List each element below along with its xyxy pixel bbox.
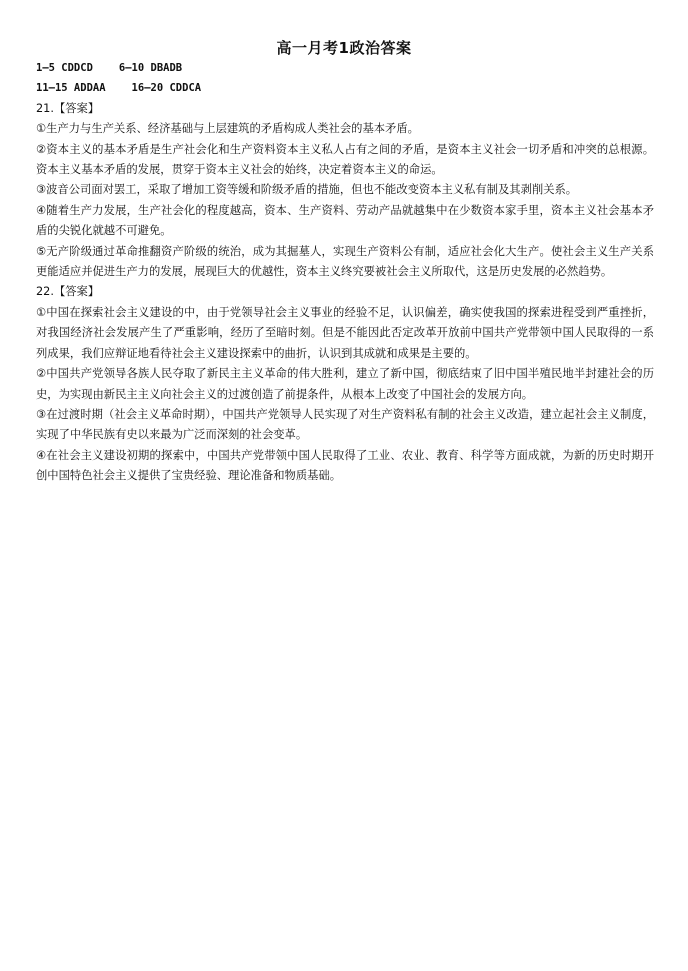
answer-content [36,58,654,487]
section-heading-22: 22.【答案】 [36,285,100,299]
choice-answers-16-20: 16—20 CDDCA [131,82,202,95]
answer-paragraph: ①生产力与生产关系、经济基础与上层建筑的矛盾构成人类社会的基本矛盾。 [36,122,419,136]
choice-answers-row [36,58,654,78]
answer-paragraph: ③在过渡时期（社会主义革命时期），中国共产党领导人民实现了对生产资料私有制的社会主义改造，建立起社会主义制度，实现了中华民族有史以来最为广泛而深刻的社会变革。 [36,407,654,442]
choice-answers-row [36,78,654,98]
choice-answers-6-10: 6—10 DBADB [118,62,183,74]
choice-answers-11-15: 11—15 ADDAA [36,82,106,95]
answer-paragraph: ⑤无产阶级通过革命推翻资产阶级的统治，成为其掘墓人，实现生产资料公有制，适应社会化大生产。使社会主义生产关系更能适应并促进生产力的发展，展现巨大的优越性，资本主义终究要被社会主义所取代，这是历史发展的必然趋势。 [36,244,654,279]
choice-answers-1-5: 1—5 CDDCD [36,62,93,74]
answer-paragraph: ②资本主义的基本矛盾是生产社会化和生产资料资本主义私人占有之间的矛盾，是资本主义社会一切矛盾和冲突的总根源。资本主义基本矛盾的发展，贯穿于资本主义社会的始终，决定着资本主义的命运。 [36,142,654,177]
answer-paragraph: ①中国在探索社会主义建设的中，由于党领导社会主义事业的经验不足，认识偏差，确实使我国的探索进程受到严重挫折，对我国经济社会发展产生了严重影响，经历了至暗时刻。但是不能因此否定改革开放前中国共产党带领中国人民取得的一系列成果，我们应辩证地看待社会主义建设探索中的曲折，认识到其成就和成果是主要的。 [36,305,654,360]
answer-paragraph: ④随着生产力发展，生产社会化的程度越高，资本、生产资料、劳动产品就越集中在少数资本家手里，资本主义社会基本矛盾的尖锐化就越不可避免。 [36,203,654,238]
section-heading-21: 21.【答案】 [36,101,100,115]
answer-paragraph: ②中国共产党领导各族人民夺取了新民主主义革命的伟大胜利，建立了新中国，彻底结束了旧中国半殖民地半封建社会的历史，为实现由新民主主义向社会主义的过渡创造了前提条件，从根本上改变了中国社会的发展方向。 [36,367,654,401]
page-title: 高一月考1政治答案 [276,39,412,57]
answer-paragraph: ③波音公司面对罢工，采取了增加工资等缓和阶级矛盾的措施，但也不能改变资本主义私有制及其剥削关系。 [36,183,578,197]
answer-paragraph: ④在社会主义建设初期的探索中，中国共产党带领中国人民取得了工业、农业、教育、科学等方面成就，为新的历史时期开创中国特色社会主义提供了宝贵经验、理论准备和物质基础。 [36,448,654,483]
